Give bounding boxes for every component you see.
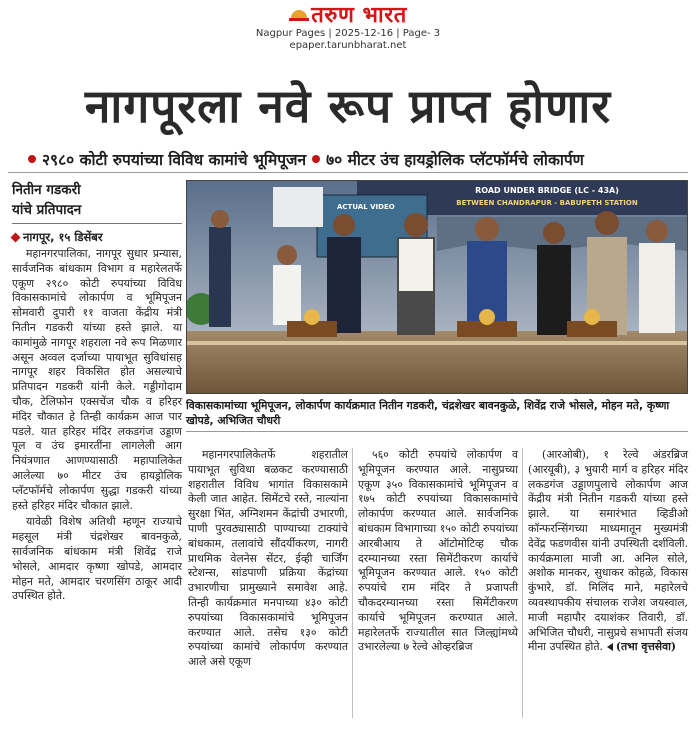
newspaper-logo[interactable]	[289, 4, 406, 28]
banner-line-1: ROAD UNDER BRIDGE (LC - 43A)	[475, 186, 619, 195]
paragraph: महानगरपालिका, नागपूर सुधार प्रन्यास, सार्वजनिक बांधकाम विभाग व महारेलतर्फे एकूण २९८० कोटी रुपयांच्या विविध विकासकामांचे लोकार्पण व भूमिपूजन सोमवारी दुपारी ११ वाजता केंद्रीय मंत्री नितीन गडकरी यांच्या हस्ते झाले. या कामांमुळे नागपूर शहराला नवे रूप मिळणार असून अव्वल दर्जाच्या पायाभूत सुविधांसह नागपूर शहर विकसित होत असल्याचे प्रतिपादन गडकरी यांनी केले. गड्डीगोदाम चौक, टेलिफोन एक्सचेंज चौक व हरिहर मंदिर चौकात हे तिन्ही कार्यक्रम आज पार पडले. यात हरिहर मंदिर लकडगंज उड्डाण पूल व उंच इमारतींना लागलेली आग नियंत्रणात आणण्यासाठी महापालिकेत आलेल्या ७० मीटर उंच हायड्रोलिक प्लॅटफॉर्मचे लोकार्पण सुद्धा गडकरी यांच्या हस्ते हरिहर मंदिर चौकात झाले.	[12, 247, 182, 512]
rising-sun-icon	[289, 8, 309, 24]
edition-line: Nagpur Pages | 2025-12-16 | Page- 3	[255, 28, 441, 39]
divider	[8, 172, 688, 173]
triangle-left-icon	[607, 643, 613, 651]
banner-line-2: BETWEEN CHANDRAPUR - BABUPETH STATION	[456, 199, 638, 207]
photo-caption: विकासकामांच्या भूमिपूजन, लोकार्पण कार्यक्रमात नितीन गडकरी, चंद्रशेखर बावनकुळे, शिवेंद्र राजे भोसले, मोहन मते, कृष्णा खोपडे, अभिजित चौधरी	[186, 398, 688, 432]
paragraph-text: (आरओबी), १ रेल्वे अंडरब्रिज (आरयूबी), ३ भुयारी मार्ग व हरिहर मंदिर लकडगंज उड्डाणपुलाचे लोकार्पण आज केंद्रीय मंत्री नितीन गडकरी यांच्या हस्ते झाले. या समारंभात व्हिडीओ कॉन्फरन्सिंगच्या माध्यमातून मुख्यमंत्री देवेंद्र फडणवीस यांनी उपस्थिती दर्शविली. कार्यक्रमाला माजी आ. अनिल सोले, अशोक मानकर, सुधाकर कोहळे, विकास कुंभारे, डॉ. मिलिंद माने, महारेलचे व्यवस्थापकीय संचालक राजेश जयस्वाल, माजी महापौर दयाशंकर तिवारी, डॉ. अभिजित चौधरी, नासुप्रचे सभापती संजय मीना उपस्थित होते.	[528, 448, 688, 654]
paragraph: ५६० कोटी रुपयांचे लोकार्पण व भूमिपूजन करण्यात आले. नासुप्रच्या एकूण ३५० विकासकामांचे भूमिपूजन व १७५ कोटी रुपयांच्या विकासकामांचे लोकार्पण करण्यात आले. सार्वजनिक बांधकाम विभागाच्या १५० कोटी रुपयांच्या आरबीआय ते ऑटोमोटिव्ह चौक दरम्यानच्या रस्ता सिमेंटीकरण कार्याचे भूमिपूजन करण्यात आले. १५० कोटी रुपयांचे राम मंदिर ते प्रजापती चौकदरम्यानच्या रस्ता सिमेंटीकरण कार्याचे भूमिपूजन करण्यात आले. महारेलतर्फे राज्यातील सात जिल्ह्यांमध्ये उभारलेल्या ७ रेल्वे ओव्हरब्रिज	[358, 448, 518, 654]
event-photo[interactable]	[186, 180, 688, 394]
bullet-icon	[312, 155, 320, 163]
column-separator	[522, 448, 523, 718]
byline	[12, 180, 182, 224]
dateline	[12, 230, 182, 245]
signoff-text: (तभा वृत्तसेवा)	[615, 640, 676, 654]
website-link[interactable]: epaper.tarunbharat.net	[289, 40, 407, 51]
subhead-second: ७० मीटर उंच हायड्रोलिक प्लॅटफॉर्मचे लोकार्पण	[326, 151, 584, 169]
diamond-icon	[11, 233, 21, 243]
column-separator	[352, 448, 353, 718]
subhead-first: २९८० कोटी रुपयांच्या विविध कामांचे भूमिपूजन	[42, 151, 307, 169]
event-photo-illustration	[187, 181, 688, 394]
masthead	[0, 4, 696, 52]
body-column-2	[358, 448, 518, 655]
body-column-3	[528, 448, 688, 655]
screen-label: ACTUAL VIDEO	[337, 203, 395, 211]
subheadline	[28, 148, 678, 170]
body-column-1	[188, 448, 348, 670]
paragraph: यावेळी विशेष अतिथी म्हणून राज्याचे महसूल मंत्री चंद्रशेखर बावनकुळे, सार्वजनिक बांधकाम मंत्री शिवेंद्र राजे भोसले, आमदार कृष्णा खोपडे, आमदार मोहन मते, आमदार चरणसिंग ठाकूर आदी उपस्थित होते.	[12, 515, 182, 603]
logo-text: तरुण भारत	[311, 3, 407, 28]
left-body	[12, 247, 182, 604]
left-column	[12, 180, 182, 604]
article-headline: नागपूरला नवे रूप प्राप्त होणार	[84, 79, 612, 133]
dateline-text: नागपूर, १५ डिसेंबर	[23, 230, 103, 244]
byline-name: नितीन गडकरी	[12, 182, 81, 198]
paragraph: महानगरपालिकेतर्फे शहरातील पायाभूत सुविधा बळकट करण्यासाठी शहरातील विविध भागांत विकासकामे केली जात आहेत. सिमेंटचे रस्ते, नाल्यांना सुरक्षा भिंत, अग्निशमन केंद्रांची उभारणी, पाणी पुरवठ्यासाठी पाण्याच्या टाक्यांचे बांधकाम, तलावांचे सौंदर्यीकरण, नागरी प्राथमिक वेलनेस सेंटर, ईव्ही चार्जिंग स्टेशन्स, सांडपाणी प्रक्रिया केंद्रांच्या उभारणीचा प्रामुख्याने समावेश आहे. तिन्ही कार्यक्रमात मनपाच्या ४३० कोटी रुपयांच्या विकासकामांचे भूमिपूजन करण्यात आले. तसेच १३० कोटी रुपयांच्या कामांचे लोकार्पण करण्यात आले असे एकूण	[188, 448, 348, 669]
paragraph	[528, 448, 688, 655]
byline-subtitle: यांचे प्रतिपादन	[12, 202, 82, 218]
bullet-icon	[28, 155, 36, 163]
signoff	[603, 640, 676, 653]
